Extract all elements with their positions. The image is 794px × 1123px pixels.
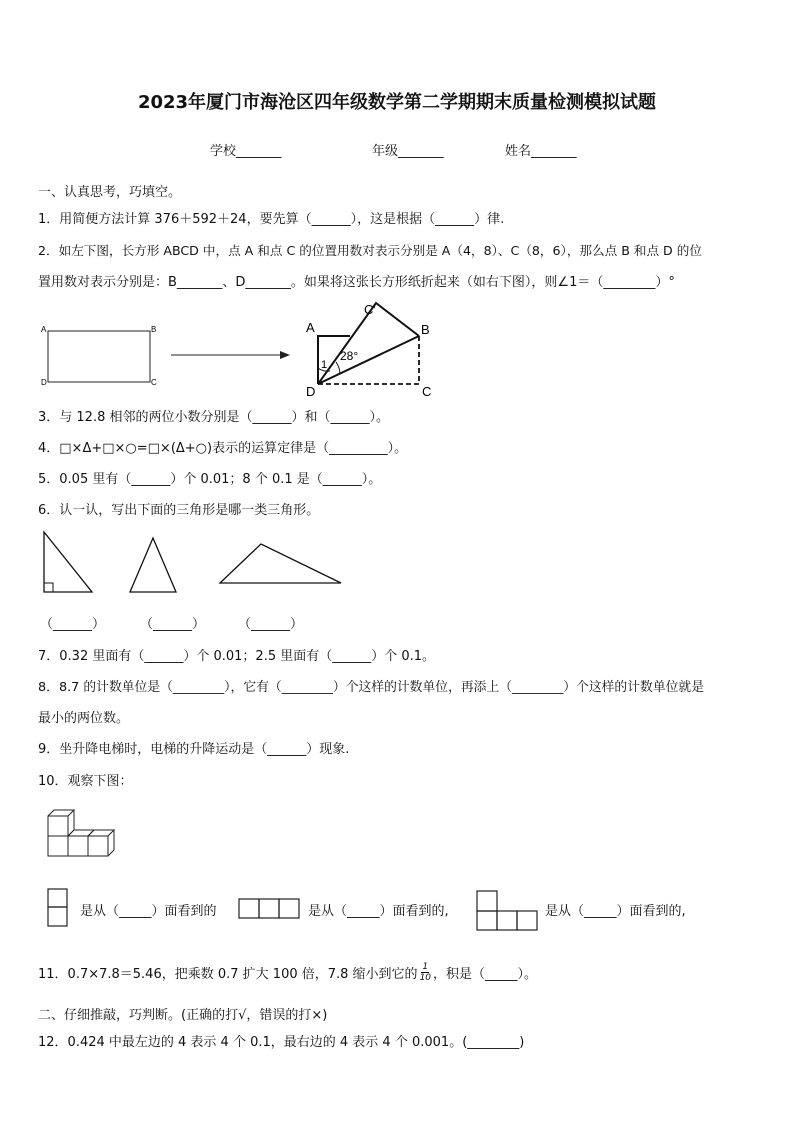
fold-label-a: A xyxy=(306,320,315,335)
grade-field: 年级_______ xyxy=(372,144,444,159)
question-1: 1．用简便方法计算 376＋592＋24，要先算（______），这是根据（______）律. xyxy=(38,212,505,227)
question-3: 3．与 12.8 相邻的两位小数分别是（______）和（______）。 xyxy=(38,410,389,425)
view-l-shape xyxy=(476,890,540,932)
rect-label-c: C xyxy=(151,378,157,387)
rect-label-d: D xyxy=(41,378,47,387)
q6-blank-2: （______） xyxy=(140,617,206,632)
angle-28-label: 28° xyxy=(340,349,359,363)
question-12: 12．0.424 中最左边的 4 表示 4 个 0.1，最右边的 4 表示 4 个 0.001。(________) xyxy=(38,1035,525,1050)
question-5: 5．0.05 里有（______）个 0.01；8 个 0.1 是（______）。 xyxy=(38,472,382,487)
fold-diagonal-db xyxy=(318,336,419,384)
section-2-heading: 二、仔细推敲，巧判断。(正确的打√，错误的打×) xyxy=(38,1008,328,1023)
name-field: 姓名_______ xyxy=(505,144,577,159)
school-field: 学校_______ xyxy=(210,144,282,159)
question-6-triangles xyxy=(36,524,356,596)
question-2-line-2: 置用数对表示分别是：B_______、D_______。如果将这张长方形纸折起来（如右下图），则∠1＝（________）° xyxy=(38,275,675,290)
q11-text-before: 11．0.7×7.8＝5.46，把乘数 0.7 扩大 100 倍，7.8 缩小到它的 xyxy=(38,967,418,982)
fold-label-c: C xyxy=(422,384,432,399)
q10-view-3-text: 是从（_____）面看到的, xyxy=(545,904,686,919)
view-three-in-row xyxy=(238,898,302,920)
q10-view-2-text: 是从（_____）面看到的, xyxy=(308,904,449,919)
question-9: 9．坐升降电梯时，电梯的升降运动是（______）现象. xyxy=(38,742,350,757)
q6-blank-3: （______） xyxy=(238,617,304,632)
view-left-two-stacked xyxy=(47,888,69,928)
fold-label-d: D xyxy=(306,384,316,399)
section-1-heading: 一、认真思考，巧填空。 xyxy=(38,185,182,200)
angle-28-arc xyxy=(336,362,340,374)
question-4: 4．□×Δ+□×○=□×(Δ+○)表示的运算定律是（_________）。 xyxy=(38,441,408,456)
question-8-line-1: 8．8.7 的计数单位是（________），它有（________）个这样的计数单位，再添上（________）个这样的计数单位就是 xyxy=(38,680,705,695)
fold-label-c-prime: C′ xyxy=(364,302,376,317)
question-2-figure xyxy=(36,296,436,400)
acute-triangle xyxy=(130,538,176,592)
fraction-denominator: 10 xyxy=(419,973,432,983)
angle-1-label: 1 xyxy=(321,359,328,371)
question-7: 7．0.32 里面有（______）个 0.01；2.5 里面有（______）个 0.1。 xyxy=(38,649,436,664)
obtuse-triangle xyxy=(220,544,341,583)
question-8-line-2: 最小的两位数。 xyxy=(38,711,130,726)
q11-text-after: ，积是（_____）。 xyxy=(433,967,538,982)
page-title: 2023年厦门市海沧区四年级数学第二学期期末质量检测模拟试题 xyxy=(137,92,657,113)
arrow-head xyxy=(280,351,290,359)
question-2-line-1: 2．如左下图，长方形 ABCD 中，点 A 和点 C 的位置用数对表示分别是 A（4，8）、C（8，6），那么点 B 和点 D 的位 xyxy=(38,243,702,258)
q10-view-1-text: 是从（_____）面看到的 xyxy=(80,904,217,919)
cube-figure-3d xyxy=(44,806,124,860)
question-10: 10．观察下图： xyxy=(38,774,133,789)
rect-label-a: A xyxy=(41,325,47,334)
question-6: 6．认一认，写出下面的三角形是哪一类三角形。 xyxy=(38,503,320,518)
q6-blank-1: （______） xyxy=(40,617,106,632)
fraction-numerator: 1 xyxy=(422,962,429,972)
fraction-one-tenth xyxy=(420,962,431,983)
rectangle-abcd xyxy=(48,331,150,382)
question-11 xyxy=(38,962,537,983)
right-angle-mark xyxy=(44,583,53,592)
fold-label-b: B xyxy=(421,322,430,337)
rect-label-b: B xyxy=(151,325,157,334)
